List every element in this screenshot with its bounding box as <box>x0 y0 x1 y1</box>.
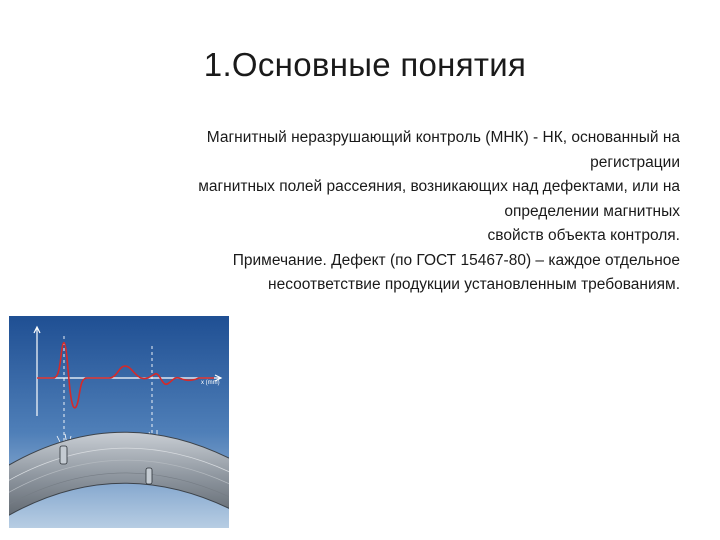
body-line-2: регистрации <box>590 153 680 171</box>
magnetic-flux-leakage-illustration <box>9 316 229 528</box>
body-line-5: свойств объекта контроля. <box>487 227 680 244</box>
x-axis-label: x (mm) <box>201 380 220 386</box>
body-line-1: Магнитный неразрушающий контроль (МНК) - НК, основанный на <box>206 129 680 146</box>
slide-title: 1.Основные понятия <box>203 46 527 83</box>
body-line-7: несоответствие продукции установленным требованиям. <box>268 276 680 293</box>
body-line-3: магнитных полей рассеяния, возникающих над дефектами, или на <box>198 178 680 195</box>
body-line-6: Примечание. Дефект (по ГОСТ 15467-80) – каждое отдельное <box>232 251 680 269</box>
slide-body <box>92 126 680 298</box>
body-line-4: определении магнитных <box>504 202 680 220</box>
